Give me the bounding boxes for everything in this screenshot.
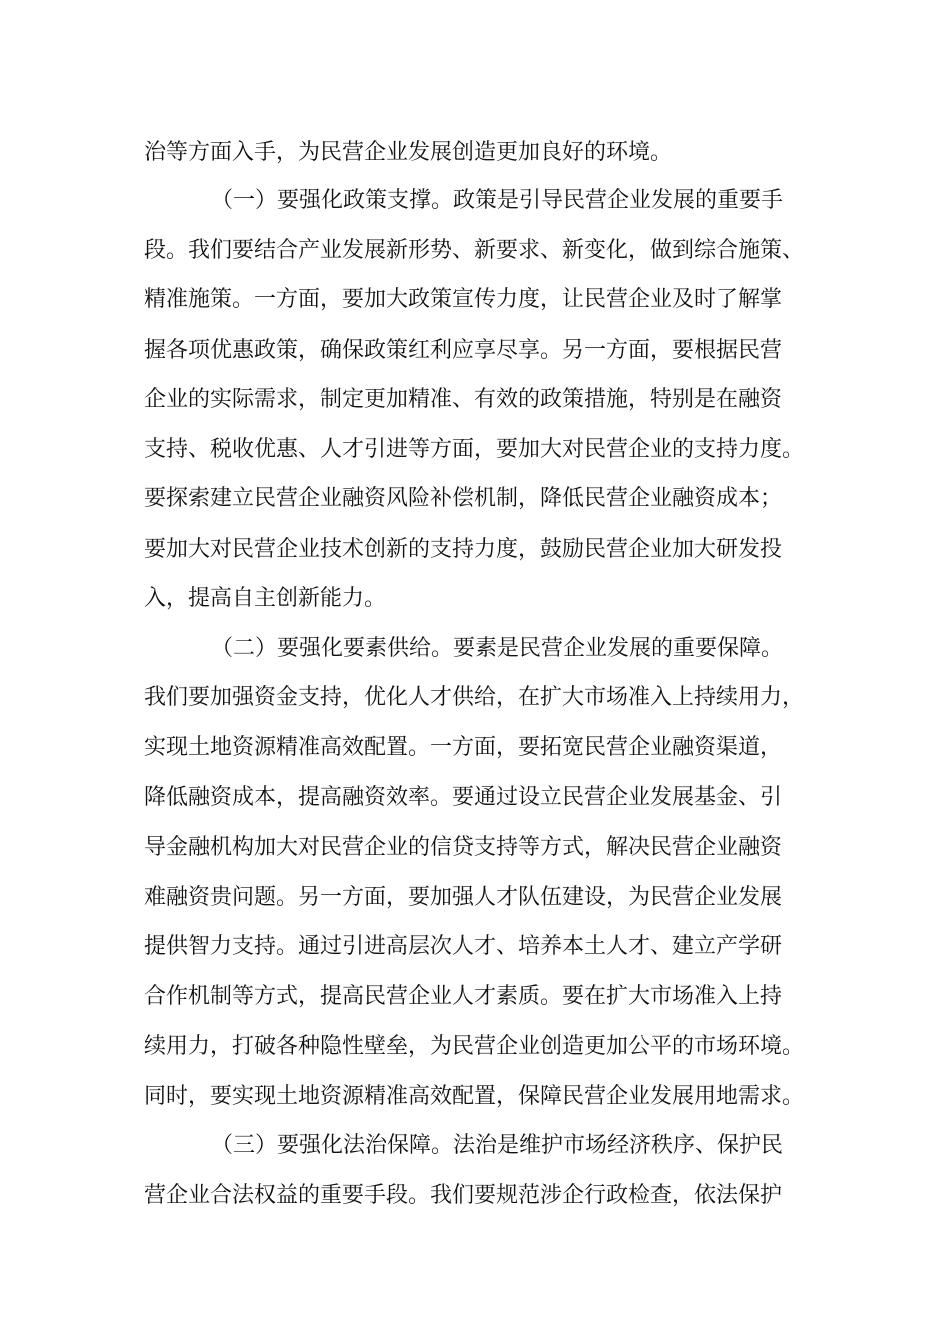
- text-line: 同时，要实现土地资源精准高效配置，保障民营企业发展用地需求。: [144, 1084, 805, 1109]
- section-heading-line: （二）要强化要素供给。要素是民营企业发展的重要保障。: [211, 636, 784, 661]
- text-line: 降低融资成本，提高融资效率。要通过设立民营企业发展基金、引: [144, 785, 783, 810]
- text-line: 合作机制等方式，提高民营企业人才素质。要在扩大市场准入上持: [144, 984, 783, 1009]
- text-line: 难融资贵问题。另一方面，要加强人才队伍建设，为民营企业发展: [144, 885, 783, 910]
- text-line: 要探索建立民营企业融资风险补偿机制，降低民营企业融资成本；: [144, 486, 783, 511]
- text-line: 提供智力支持。通过引进高层次人才、培养本土人才、建立产学研: [144, 934, 783, 959]
- text-line: 精准施策。一方面，要加大政策宣传力度，让民营企业及时了解掌: [144, 287, 783, 312]
- text-line: 营企业合法权益的重要手段。我们要规范涉企行政检查，依法保护: [144, 1183, 783, 1208]
- section-heading-line: （三）要强化法治保障。法治是维护市场经济秩序、保护民: [211, 1133, 784, 1158]
- text-line: 企业的实际需求，制定更加精准、有效的政策措施，特别是在融资: [144, 387, 783, 412]
- text-line: 段。我们要结合产业发展新形势、新要求、新变化，做到综合施策、: [144, 238, 805, 263]
- text-line: 导金融机构加大对民营企业的信贷支持等方式，解决民营企业融资: [144, 835, 783, 860]
- text-line: 我们要加强资金支持，优化人才供给，在扩大市场准入上持续用力，: [144, 685, 805, 710]
- section-heading-line: （一）要强化政策支撑。政策是引导民营企业发展的重要手: [211, 188, 784, 213]
- text-line: 治等方面入手，为民营企业发展创造更加良好的环境。: [144, 140, 673, 165]
- text-line: 实现土地资源精准高效配置。一方面，要拓宽民营企业融资渠道，: [144, 735, 783, 760]
- text-line: 续用力，打破各种隐性壁垒，为民营企业创造更加公平的市场环境。: [144, 1034, 805, 1059]
- text-line: 支持、税收优惠、人才引进等方面，要加大对民营企业的支持力度。: [144, 437, 805, 462]
- text-line: 要加大对民营企业技术创新的支持力度，鼓励民营企业加大研发投: [144, 537, 783, 562]
- text-line: 握各项优惠政策，确保政策红利应享尽享。另一方面，要根据民营: [144, 338, 783, 363]
- text-line: 入，提高自主创新能力。: [144, 586, 387, 611]
